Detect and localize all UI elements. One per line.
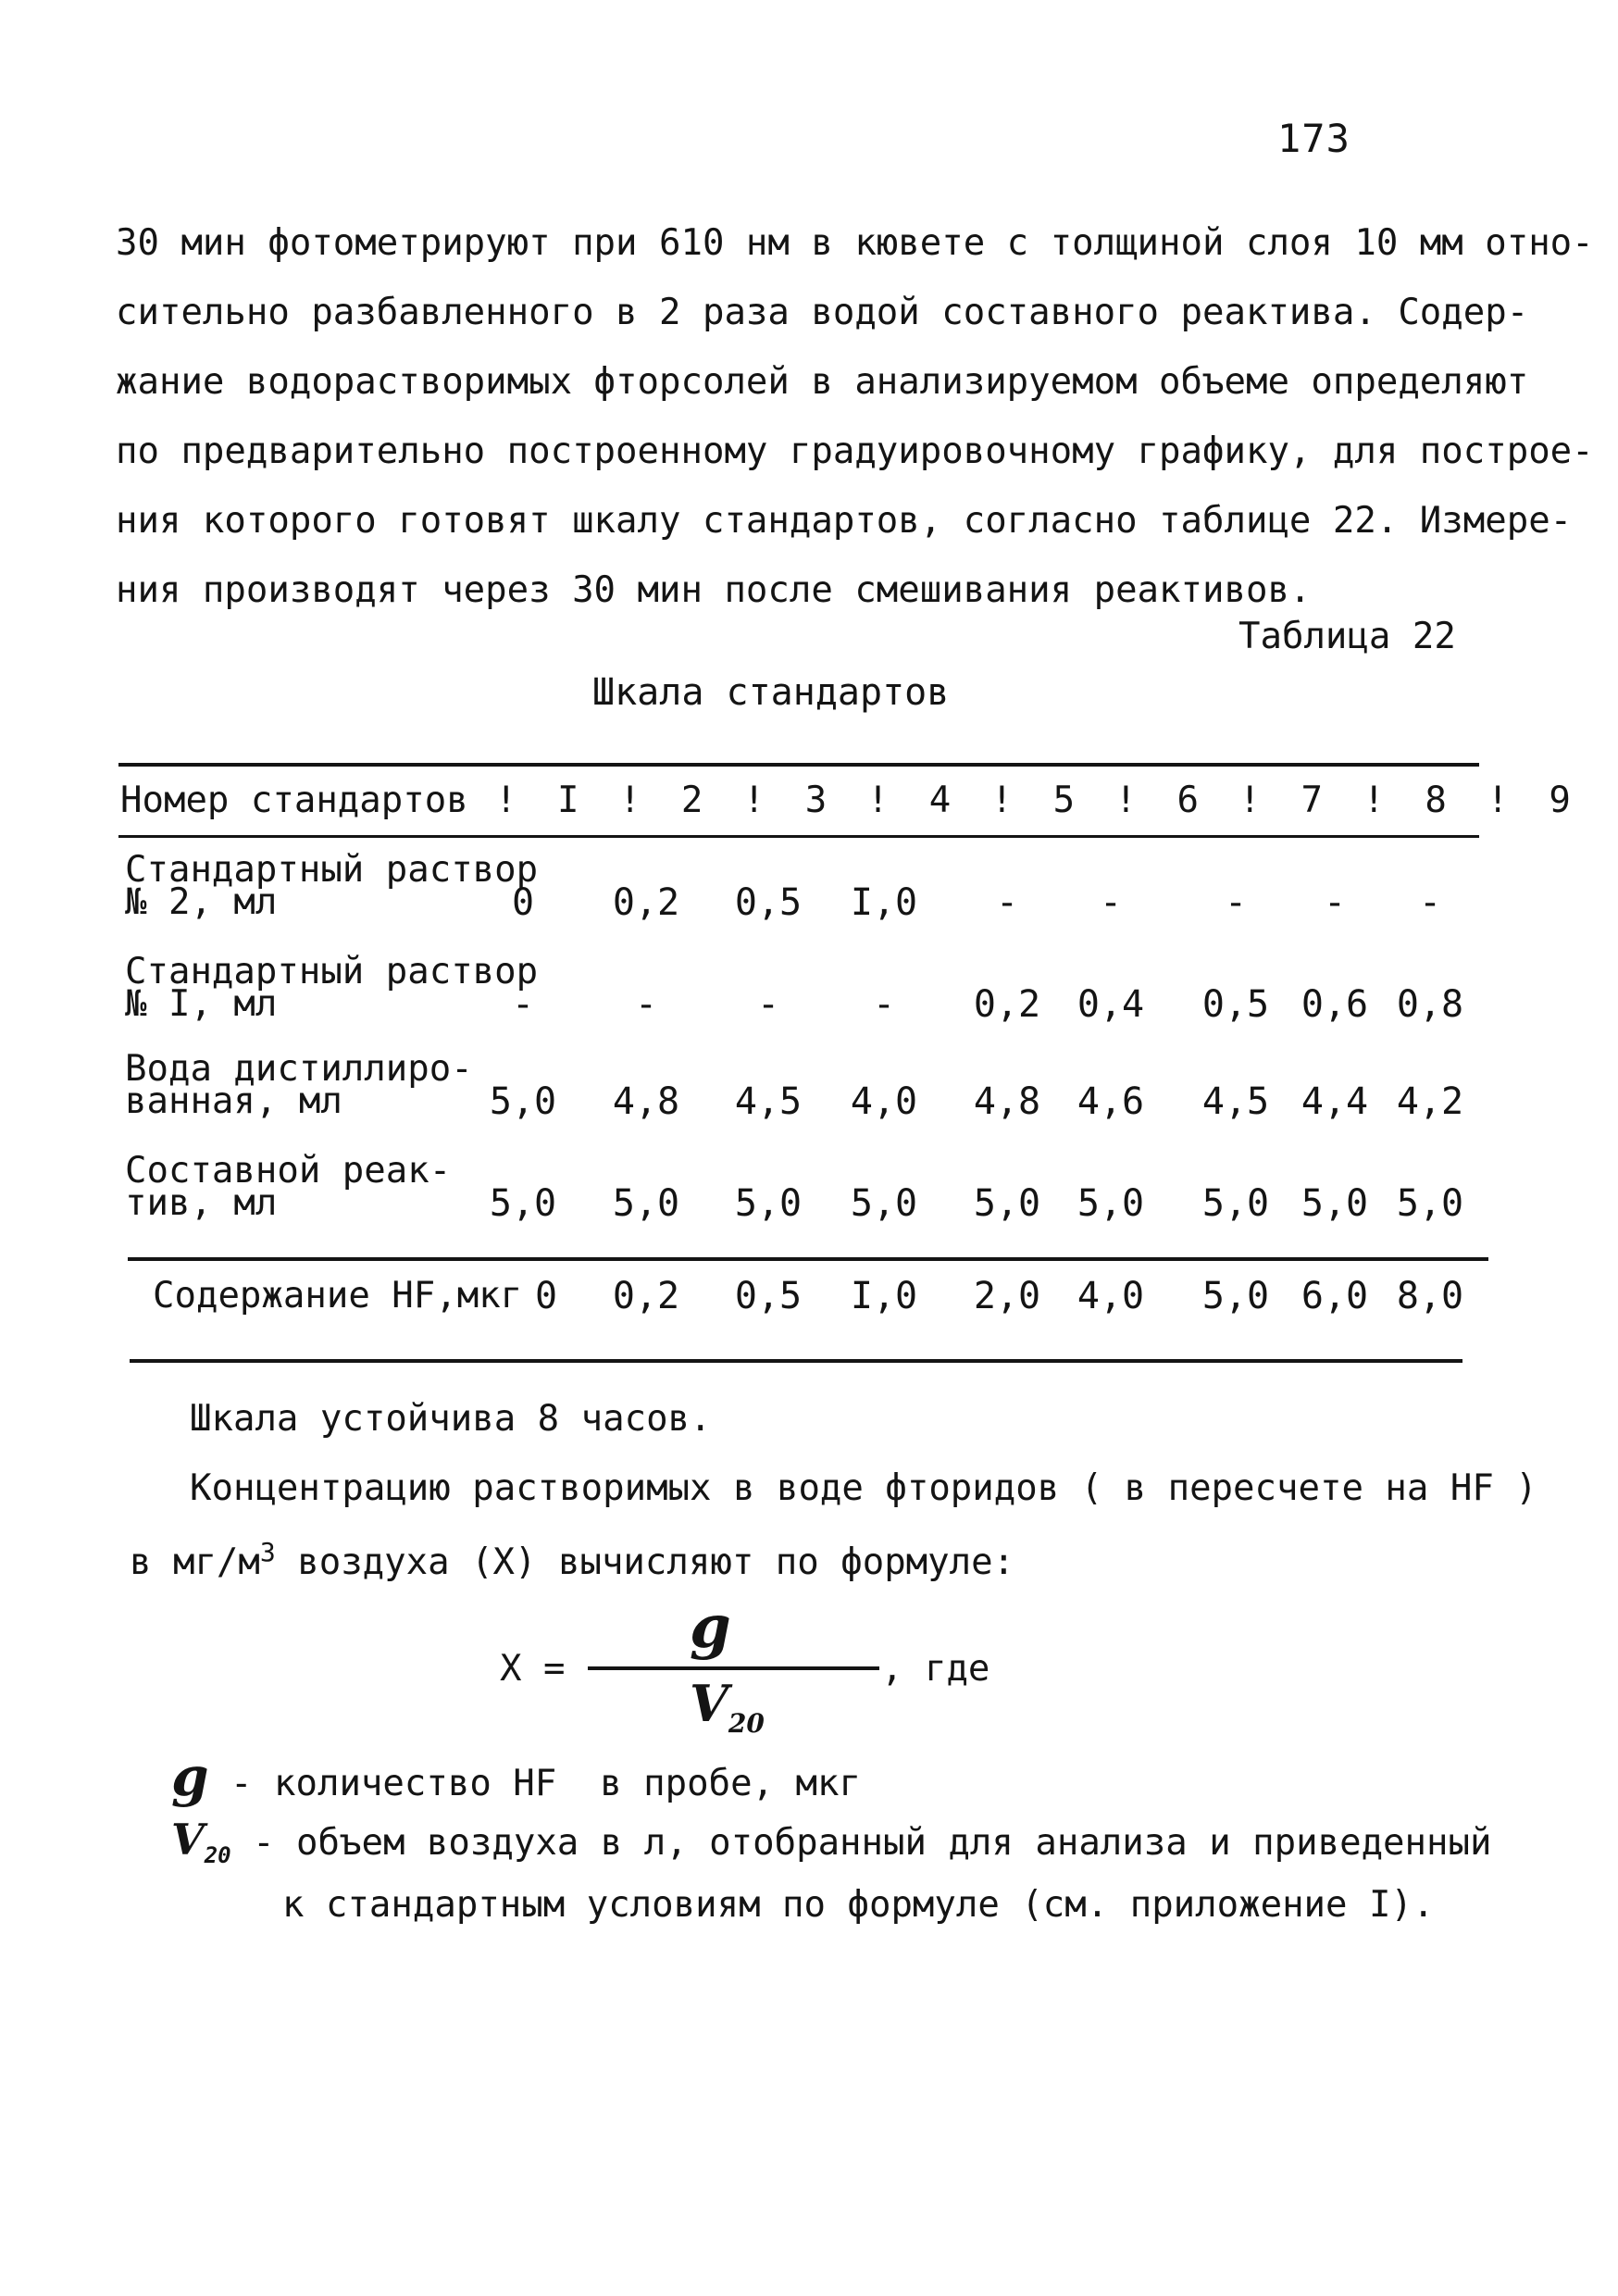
table-cell: - [1418,881,1442,924]
table-label: Таблица 22 [1238,616,1456,657]
definition-text-g: - количество HF в пробе, мкг [208,1763,861,1804]
concentration-line-1: Концентрацию растворимых в воде фторидов ( в пересчете на HF ) [190,1467,1537,1509]
denominator-subscript: 20 [728,1707,765,1739]
table-cell: 0,6 [1301,983,1369,1026]
stability-note: Шкала устойчива 8 часов. [190,1398,712,1440]
table-cell: 5,0 [1077,1182,1145,1225]
table-cell: 4,2 [1396,1080,1464,1123]
paragraph-line: жание водорастворимых фторсолей в анализируемом объеме определяют [116,361,1529,403]
table-cell: 0,8 [1396,983,1464,1026]
footer-label: Содержание HF,мкг [153,1275,523,1316]
page-number: 173 [1277,116,1350,161]
footer-top-rule [128,1257,1488,1261]
footer-cell: 6,0 [1301,1275,1369,1317]
table-cell: - [995,881,1019,924]
intro-paragraph [116,208,1594,625]
table-cell: - [1323,881,1347,924]
table-bottom-rule [130,1359,1462,1363]
fraction-bar [588,1666,879,1670]
concentration-text-b: воздуха (X) вычисляют по формуле: [275,1541,1015,1583]
paragraph-line: ния производят через 30 мин после смешивания реактивов. [116,569,1312,611]
footer-cell: 0 [534,1275,558,1317]
table-cell: 4,4 [1301,1080,1369,1123]
table-cell: 4,8 [612,1080,680,1123]
footer-cell: I,0 [850,1275,918,1317]
formula-denominator [690,1674,765,1739]
footer-cell: 4,0 [1077,1275,1145,1317]
table-cell: 4,5 [1201,1080,1270,1123]
table-cell: 5,0 [612,1182,680,1225]
paragraph-line: по предварительно построенному градуировочному графику, для построе- [116,430,1594,472]
formula-numerator: g [690,1592,731,1662]
footer-cell: 5,0 [1201,1275,1270,1317]
table-cell: 5,0 [1301,1182,1369,1225]
table-cell: 5,0 [1396,1182,1464,1225]
header-bottom-rule [118,835,1479,838]
table-cell: 4,8 [973,1080,1041,1123]
table-cell: 0,5 [1201,983,1270,1026]
table-cell: 0,2 [612,881,680,924]
row-label-line-2: тив, мл [125,1182,278,1224]
table-top-rule [118,763,1479,767]
table-cell: 5,0 [489,1080,557,1123]
table-cell: - [511,983,535,1026]
table-cell: - [1099,881,1123,924]
denominator-symbol: V [690,1674,728,1733]
header-label: Номер стандартов [120,780,468,821]
definition-v20 [171,1815,1491,1868]
table-cell: 4,0 [850,1080,918,1123]
row-label-line-2: ванная, мл [125,1080,342,1122]
paragraph-line: сительно разбавленного в 2 раза водой составного реактива. Содер- [116,292,1529,333]
table-cell: 5,0 [850,1182,918,1225]
formula-lhs: X = [500,1648,566,1690]
footer-cell: 0,2 [612,1275,680,1317]
header-numbers: ! I ! 2 ! 3 ! 4 ! 5 ! 6 ! 7 ! 8 ! 9 [495,780,1580,821]
footer-cell: 0,5 [734,1275,803,1317]
table-cell: 5,0 [1201,1182,1270,1225]
table-cell: 5,0 [489,1182,557,1225]
table-cell: 0,2 [973,983,1041,1026]
table-cell: I,0 [850,881,918,924]
definition-continuation: к стандартным условиям по формуле (см. приложение I). [282,1884,1435,1926]
table-cell: - [1224,881,1248,924]
table-cell: - [756,983,780,1026]
row-label-line-2: № I, мл [125,983,278,1025]
definition-symbol-g: g [171,1745,209,1808]
table-cell: 5,0 [734,1182,803,1225]
row-label-line-1: Составной реак- [125,1150,452,1192]
table-cell: 5,0 [973,1182,1041,1225]
paragraph-line: ния которого готовят шкалу стандартов, согласно таблице 22. Измере- [116,500,1573,542]
row-label-line-2: № 2, мл [125,881,278,923]
definition-subscript-v: 20 [204,1841,231,1868]
concentration-text-a: в мг/м [130,1541,260,1583]
definition-g [171,1745,861,1808]
concentration-line-2 [130,1537,1014,1583]
row-label-line-1: Стандартный раствор [125,951,539,992]
definition-symbol-v: V [171,1815,205,1865]
definition-text-v: - объем воздуха в л, отобранный для анализа и приведенный [230,1822,1492,1864]
table-cell: 0,4 [1077,983,1145,1026]
superscript-3: 3 [259,1537,276,1567]
row-label-line-1: Вода дистиллиро- [125,1048,473,1090]
table-cell: 4,6 [1077,1080,1145,1123]
table-title: Шкала стандартов [592,671,950,714]
row-label-line-1: Стандартный раствор [125,849,539,891]
formula-suffix: , где [881,1648,990,1690]
table-cell: - [872,983,896,1026]
paragraph-line: 30 мин фотометрируют при 610 нм в кювете с толщиной слоя 10 мм отно- [116,222,1594,264]
footer-cell: 2,0 [973,1275,1041,1317]
table-cell: 0,5 [734,881,803,924]
table-cell: 0 [511,881,535,924]
table-cell: - [634,983,658,1026]
footer-cell: 8,0 [1396,1275,1464,1317]
table-cell: 4,5 [734,1080,803,1123]
